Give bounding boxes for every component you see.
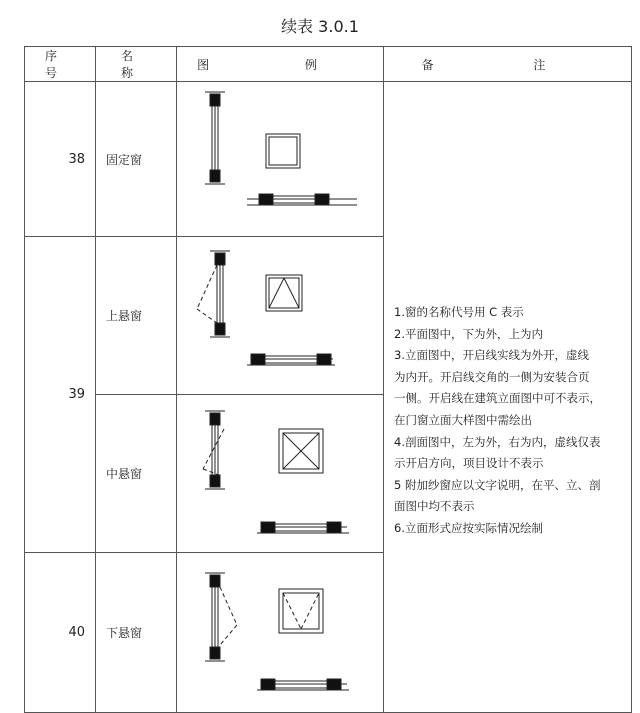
row-number: 38	[25, 82, 96, 237]
header-name: 名 称	[96, 47, 177, 82]
row-name: 中悬窗	[96, 395, 177, 553]
note-line: 6.立面形式应按实际情况绘制	[394, 520, 543, 535]
note-line: 5 附加纱窗应以文字说明，在平、立、剖	[394, 477, 601, 492]
header-legend: 图 例	[177, 47, 384, 82]
note-line: 为内开。开启线交角的一侧为安装合页	[394, 369, 590, 384]
header-row	[25, 47, 632, 82]
row-name: 上悬窗	[96, 237, 177, 395]
top-hung-window-drawing	[177, 237, 384, 395]
header-number: 序 号	[25, 47, 96, 82]
table-title: 续表 3.0.1	[281, 17, 359, 36]
fixed-window-icon	[177, 82, 383, 236]
row-name: 下悬窗	[96, 553, 177, 713]
legend-table	[24, 46, 632, 713]
bottom-hung-window-icon	[177, 553, 383, 712]
fixed-window-drawing	[177, 82, 384, 237]
note-line: 3.立面图中，开启线实线为外开，虚线	[394, 348, 589, 363]
note-line: 示开启方向，项目设计不表示	[394, 456, 544, 471]
note-line: 4.剖面图中，左为外，右为内，虚线仅表	[394, 434, 601, 449]
table-row	[25, 82, 632, 237]
center-pivot-window-icon	[177, 395, 383, 552]
header-notes: 备 注	[384, 47, 632, 82]
bottom-hung-window-drawing	[177, 553, 384, 713]
note-line: 1.窗的名称代号用 C 表示	[394, 305, 524, 319]
note-line: 在门窗立面大样图中需绘出	[394, 412, 532, 427]
row-name: 固定窗	[96, 82, 177, 237]
notes-cell	[384, 82, 632, 713]
note-line: 一侧。开启线在建筑立面图中可不表示，	[394, 391, 601, 406]
top-hung-window-icon	[177, 237, 383, 394]
note-line: 2.平面图中，下为外，上为内	[394, 326, 543, 341]
center-pivot-window-drawing	[177, 395, 384, 553]
row-number: 40	[25, 553, 96, 713]
row-number: 39	[25, 237, 96, 553]
note-line: 面图中均不表示	[394, 499, 475, 514]
